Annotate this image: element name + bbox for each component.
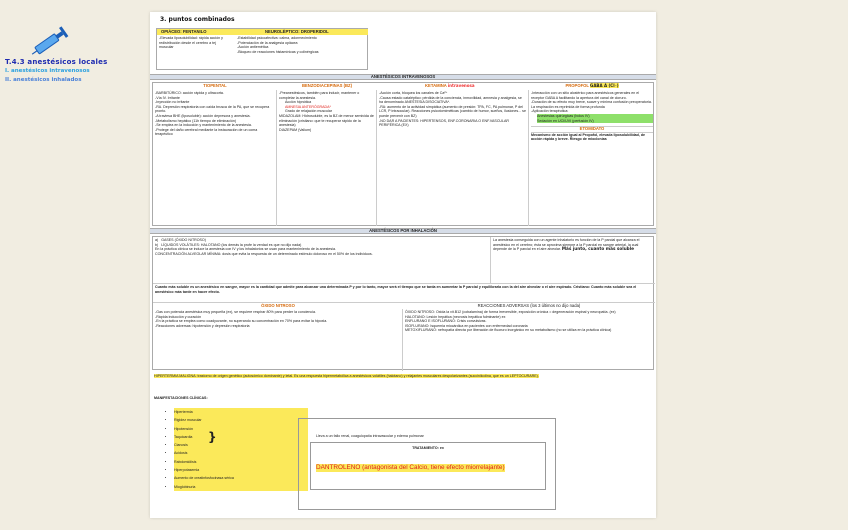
etomidato-header: ETOMIDATO (531, 126, 653, 133)
manifestation-item: • Hipotensión (174, 425, 308, 433)
bz-item: • Acción hipnótica (285, 100, 374, 105)
propofol-list (531, 114, 653, 123)
propofol-cell (529, 90, 655, 226)
manifestation-item: • Mioglobinuria (174, 483, 308, 491)
treatment-text: DANTROLENO (antagonista del Calcio, tiene efecto miorrelajante) (316, 464, 505, 471)
sidebar-title: T.4.3 anestésicos locales (5, 58, 108, 66)
bz-item: • Grado de relajación muscular (285, 109, 374, 114)
oxido-header: ÓXIDO NITROSO (153, 302, 403, 308)
droperidol-header: NEUROLÉPTICO: DROPERIDOL (261, 29, 368, 35)
complications-text: Lleva a un fallo renal, coagulopatía intravascular y edema pulmonar (316, 434, 424, 438)
ketamina-header (377, 83, 529, 89)
fentanilo-header: OPIÁCEO: FENTANILO (157, 29, 261, 35)
bz-header: BENZODIACEPINAS (BZ) (301, 83, 353, 88)
syringe-icon (28, 24, 74, 58)
manifestation-item: • Hiperpotasemia (174, 466, 308, 474)
tiopental-header: TIOPENTAL (203, 83, 227, 88)
solubility-text: Cuanto más soluble es un anestésico en sangre, mayor es la cantidad que admite para alcanzar una determinada P y por lo tanto, mayor será el tiempo que se tarda en aumentar la P parcial y equilibrarla con la del aire alveolar o el aire espirado. Cristiano: Cuanto más soluble sea el anestésico más tarde en hacer efecto. (153, 283, 655, 301)
ra-header: REACCIONES ADVERSAS (los 3 últimos no dijo nada) (403, 302, 655, 308)
ra-text: ÓXIDO NITROSO: Oxida la vit.B12 (cobalamina) de forma irreversible, exposición crónica = degeneración espinal y neuropatía. (ex) HALOTANO: Lesión hepática (necrosis hepática fulminante) ex ENFLURANO E ISOFLURANO: Crisis convulsivas. ISOFLURANO: Isquemia miocárdica en pacientes con enfermedad coronaria METOXIFLURANO: nefropatía directa por liberación de fluoruro inorgánico en su metabolismo (no se utiliza en la práctica clínica) (405, 310, 616, 333)
droperidol-text: -Estabilidad psicoafectiva: calma, adormecimiento -Potenciación de la analgesia opiácea -Acción antiemética -Bloqueo de reacciones histamínicas y colinérgicas (237, 36, 319, 54)
fentanilo-text: -Elevada liposolubilidad: rápida acción y redistribución desde el cerebro a tej muscular (159, 36, 224, 50)
manifestation-item: • Rabdomiólisis (174, 458, 308, 466)
sidebar-line-1: I. anestésicos intravenosos (5, 68, 90, 74)
propofol-header-label: PROPOFOL (565, 83, 589, 88)
hyperthermia-text: HIPERTERMIA MALIGNA: trastorno de origen genético (autosómico dominante) y letal. Es una respuesta hipermetabólica a anestésicos volátiles (halotano) y relajantes musculares despolarizantes (succinilcolina, que es un LEPTOCURARE). (154, 374, 539, 378)
etomidato-text: Mecanismo de acción igual al Propofol, elevada liposolubilidad, de acción rápida y breve. Riesgo de mioclonías (531, 132, 647, 142)
bz-cell (277, 90, 377, 226)
bz-intro: -Preanestésicos, también para inducir, mantener o completar la anestesia. (279, 91, 361, 100)
inh-right-note: Más junto, cuanto más soluble (561, 246, 634, 252)
inh-right-cell (491, 237, 655, 283)
inh-left-text: a) GASES (ÓXIDO NITROSO) b) LÍQUIDOS VOLÁTILES: HALOTANO (los demás la profe la verdad es que no dijo nada) En la práctica clínica se induce la anestesia con IV y los inhalatorios se usan para mantenimiento de la anestesia. CONCENTRACIÓN ALVEOLAR MÍNIMA: dosis que evita la respuesta de un determinado estímulo doloroso en el 50% de los individuos. (153, 237, 491, 283)
manifestation-item: • Aumento de creatinfosfocinasa sérica (174, 474, 308, 482)
ketamina-text: -Acción corta, bloquea los canales de Ca²⁺ -Causa estado cataléptico: pérdida de la conciencia, inmovilidad, amnesia y analgesia, se ha denominado ANESTESIA DISOCIATIVA*. -RA: aumento de la actividad simpática (aumento de presión: TPA, FC, PA pulmonar, P del LCR, P intraocular). Reacciones psicotomiméticas (cambio de humor, sueños, ilusiones... se puede prevenir con BZ) -NO DAR A PACIENTES: HIPERTENSOS, ENF.CORONARIA O ENF.VASCULAR PERIFÉRICA (EX) (377, 90, 529, 226)
oxido-text: -Gas con potencia anestésica muy pequeña (ex), se requiere respirar 80% para perder la conciencia. -Rápida inducción y curación -En la práctica se emplea como coadyuvante, no superando su concentración en 70% para evitar la hipoxia. -Reacciones adversas: hipotensión y depresión respiratoria (153, 309, 403, 371)
handwritten-title: 3. puntos combinados (160, 16, 235, 23)
sidebar-line-2: II. anestésicos inhalados (5, 77, 82, 83)
manifestation-item: • Rigidez muscular (174, 416, 308, 424)
ketamina-header-label: KETAMINA (425, 83, 447, 88)
inh-section-title: ANESTÉSICOS POR INHALACIÓN (369, 228, 437, 233)
manifestations-title: MANIFESTACIONES CLÍNICAS: (154, 396, 208, 400)
treatment-label: TRATAMIENTO: ex (412, 446, 444, 450)
ketamina-tag: intravenosa (447, 83, 475, 88)
manifestation-item: • Cianosis (174, 441, 308, 449)
propofol-tag: GABA A (Cl⁻) (590, 83, 619, 88)
manifestation-item: • Acidosis (174, 449, 308, 457)
neuroleptanalgesia-table (156, 28, 368, 70)
bz-list (279, 100, 374, 114)
propofol-item: • Sedación en UCI/UVI (perfusión IV) (537, 119, 653, 124)
propofol-item: • Anestesias quirúrgicas (bolus IV) (537, 114, 653, 119)
manifestation-item: • Hipertermia (174, 408, 308, 416)
brace-mark: } (208, 430, 217, 444)
manifestations-list (168, 408, 308, 491)
propofol-text: -Interacción con un sitio alostérico para anestésicos generales en el receptor GABA A facilitando la apertura del canal de cloruro. -Duración de su efecto muy breve, suave y mínima confusión preoperatoria. La respiración es reprimida de forma profunda -Aplicación terapéutica: (531, 91, 652, 114)
iv-table (152, 82, 654, 226)
tiopental-text: -BARBITÚRICO: acción rápida y ultracorta. -Vía IV. Irritante -Inyección no irritante -RA. Depresión respiratoria con caída brusca de la PA, que se recupera pronto. -A traviesa BHE (liposoluble): acción depresora y anestesia. -Metabolismo hepático (11h tiempo de eliminación) -Se emplea en la inducción y mantenimiento de la anestesia. -Protege del daño cerebral mediante la instauración de un coma terapéutico (153, 90, 277, 226)
manifestation-item: • Taquicardia (174, 433, 308, 441)
hyperthermia-paragraph (154, 374, 650, 379)
bz-item: • AMNESIA ANTERÓGRADA* (285, 105, 374, 110)
inh-table (152, 236, 654, 370)
bz-tail: MIDAZOLAM: Hidrosoluble, es la BZ de menor semivida de eliminación (cristiano: que te recuperar rápido de la anestesia) DIAZEPAM (Valium) (279, 113, 374, 132)
document-page (150, 12, 656, 518)
iv-section-title: ANESTÉSICOS INTRAVENOSOS (370, 74, 436, 79)
inh-right-text: La anestesia conseguida con un agente inhalatorio es función de la P parcial que alcanza el anestésico en el cerebro; ésta se aproxima siempre a la P parcial en sangre arterial, la cual depende de la P parcial en el aire alveolar. (493, 238, 641, 252)
propofol-header (529, 83, 655, 89)
